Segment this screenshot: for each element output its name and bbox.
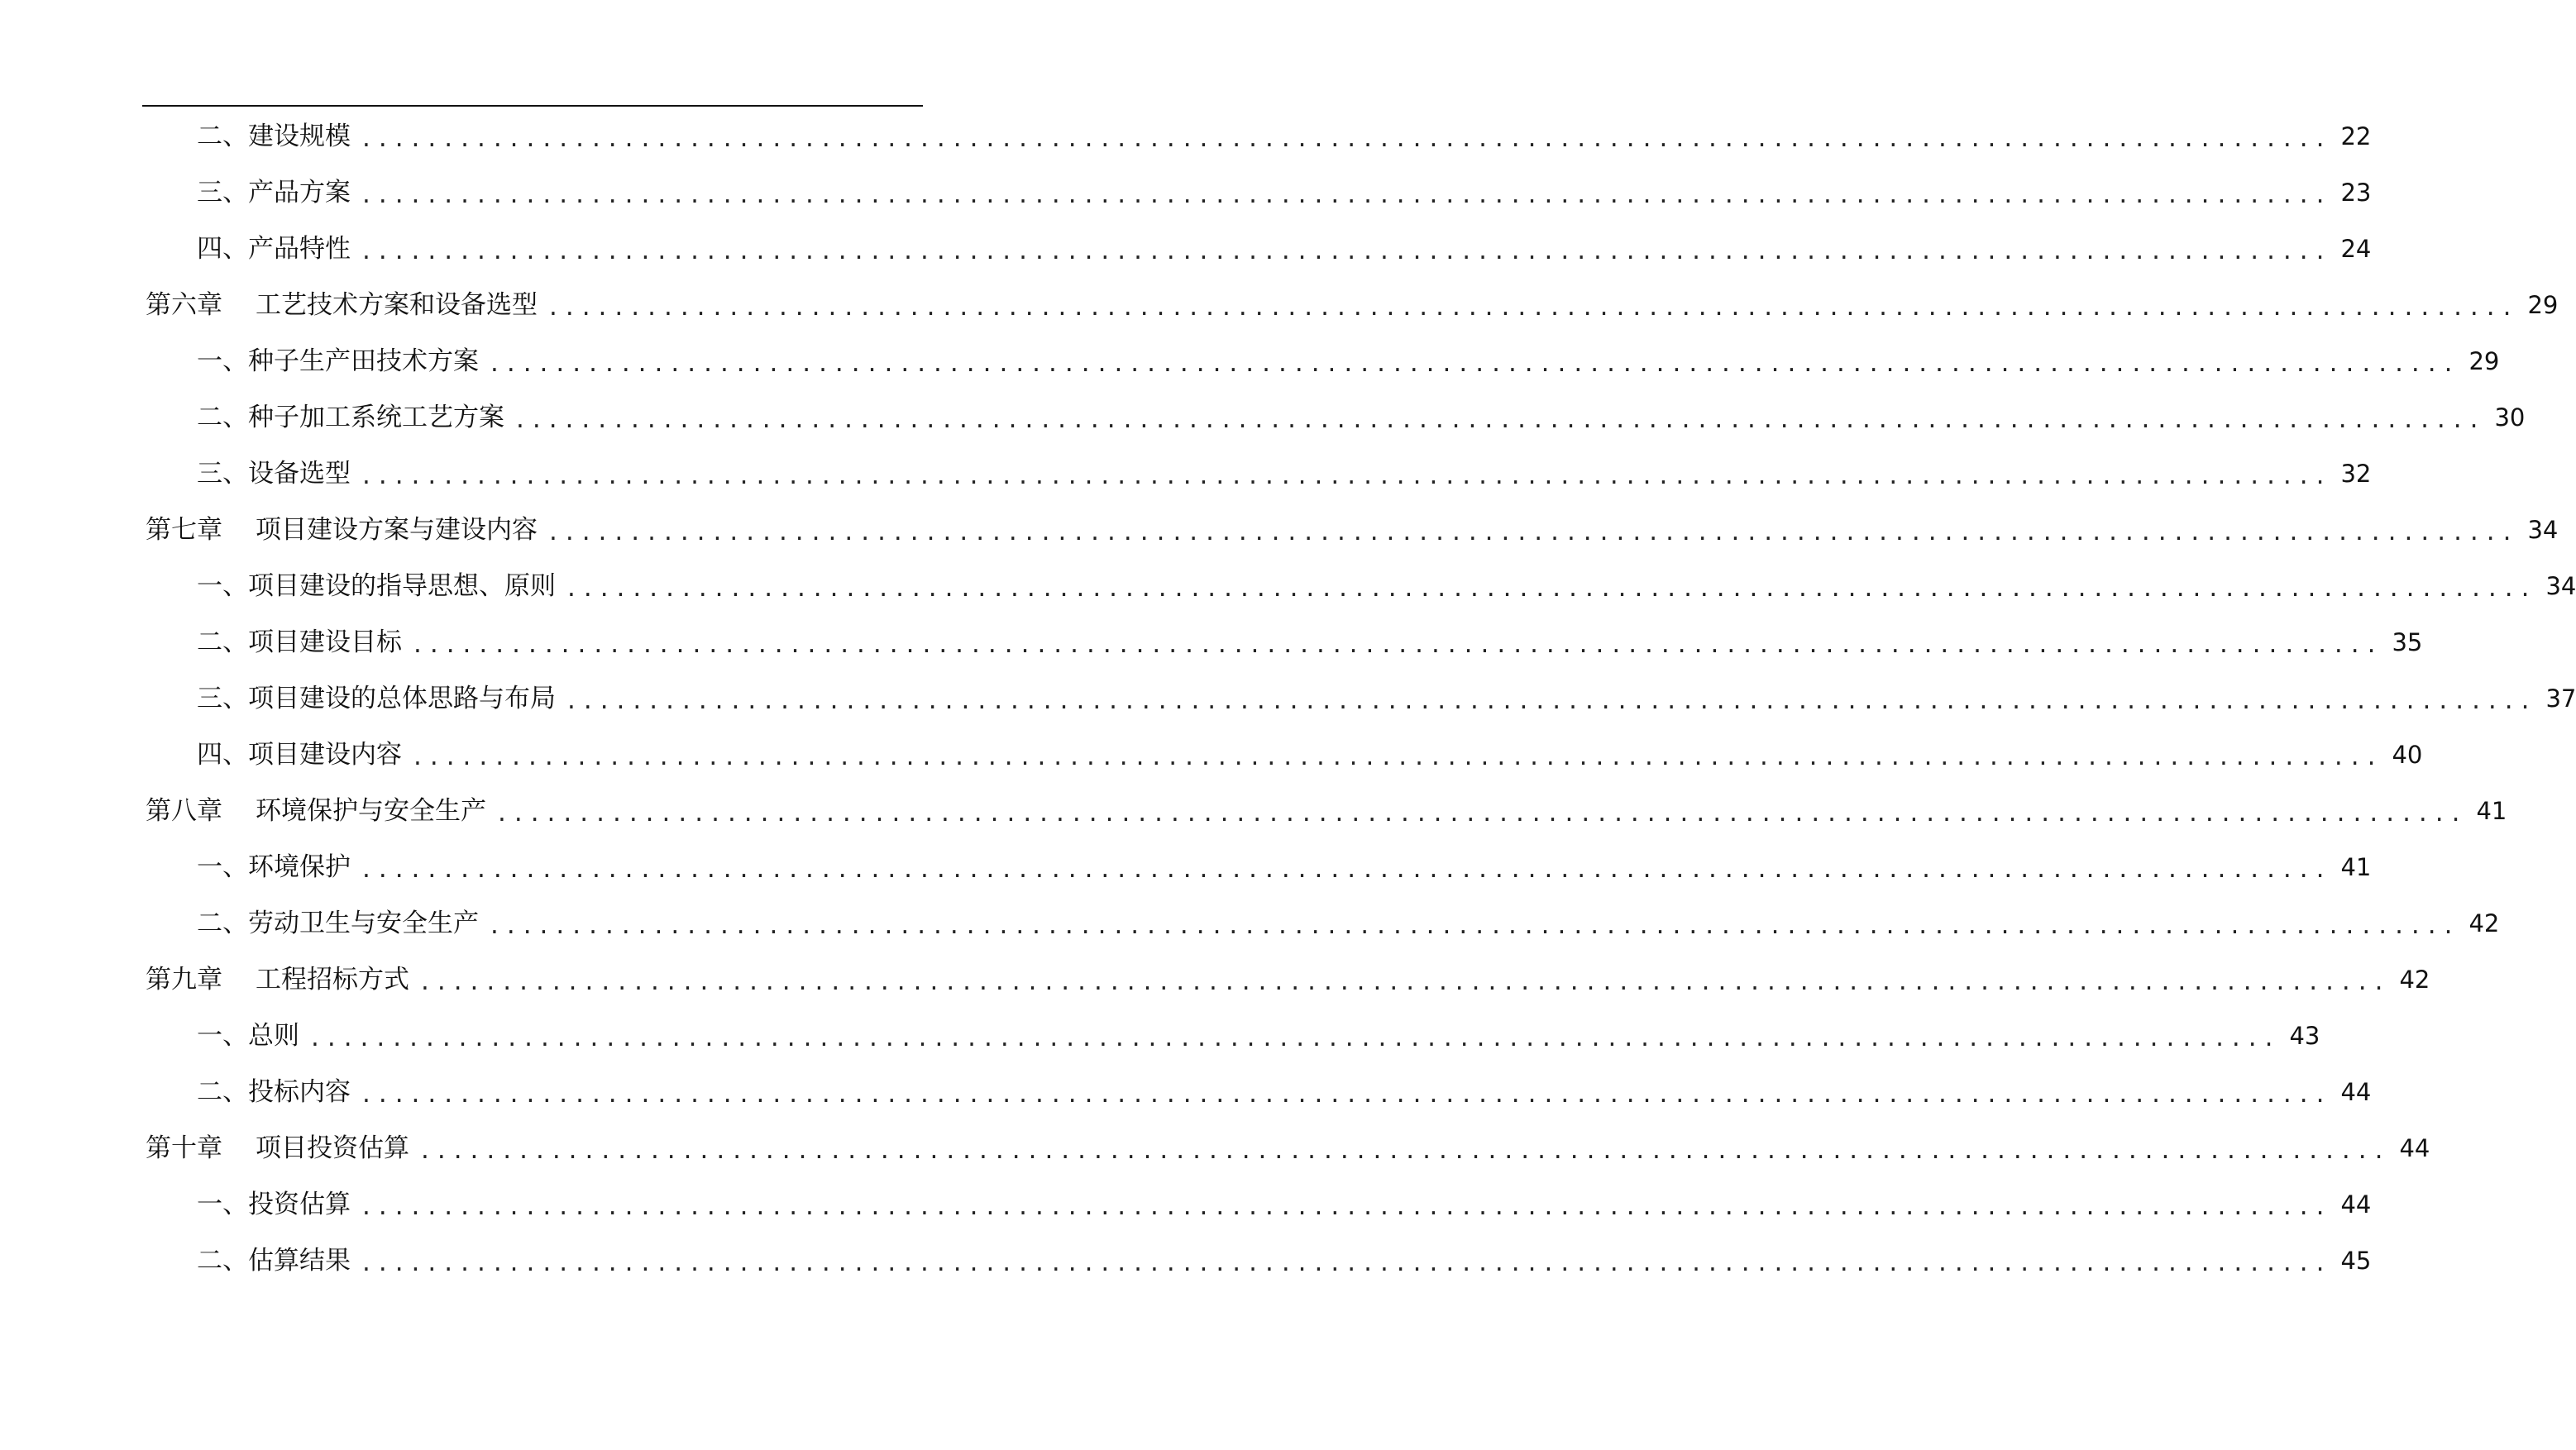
toc-dot-leader: ........................................................................................................................ [362, 179, 2333, 209]
toc-dot-leader: ........................................................................................................................ [549, 291, 2520, 322]
toc-dot-leader: ........................................................................................................................ [362, 1078, 2333, 1109]
toc-section-entry[interactable] [142, 389, 2526, 446]
toc-page-number: 32 [2340, 459, 2372, 488]
toc-chapter-entry[interactable] [142, 502, 2559, 558]
toc-entry-title: 二、估算结果 [197, 1245, 351, 1276]
toc-entry-label [142, 627, 402, 657]
toc-entry-title: 一、投资估算 [197, 1189, 351, 1219]
toc-page-number: 45 [2340, 1246, 2372, 1275]
toc-entry-title: 三、项目建设的总体思路与布局 [197, 683, 556, 713]
toc-dot-leader: ........................................................................................................................ [362, 853, 2333, 884]
toc-entry-label [142, 177, 351, 207]
toc-dot-leader: ........................................................................................................................ [362, 460, 2333, 490]
toc-entry-title: 一、项目建设的指导思想、原则 [197, 570, 556, 601]
toc-page-number: 40 [2392, 740, 2423, 769]
toc-chapter-number: 第八章 [146, 795, 222, 826]
toc-dot-leader: ........................................................................................................................ [362, 235, 2333, 265]
toc-chapter-entry[interactable] [142, 952, 2430, 1008]
toc-section-entry[interactable] [142, 895, 2500, 952]
toc-section-entry[interactable] [142, 1064, 2372, 1120]
toc-entry-title: 二、劳动卫生与安全生产 [197, 908, 479, 938]
toc-section-entry[interactable] [142, 1176, 2372, 1233]
toc-entry-title: 二、投标内容 [197, 1076, 351, 1107]
toc-page-number: 22 [2340, 122, 2372, 150]
toc-entry-label [142, 233, 351, 264]
toc-section-entry[interactable] [142, 221, 2372, 277]
toc-entry-title: 二、项目建设目标 [197, 627, 402, 657]
toc-dot-leader: ........................................................................................................................ [362, 1247, 2333, 1277]
toc-section-entry[interactable] [142, 1233, 2372, 1289]
toc-dot-leader: ........................................................................................................................ [498, 797, 2468, 828]
toc-entry-label [142, 570, 556, 601]
toc-entry-label [142, 851, 351, 882]
toc-chapter-entry[interactable] [142, 783, 2507, 839]
toc-entry-label [142, 964, 409, 994]
toc-entry-label [142, 458, 351, 489]
toc-page-number: 29 [2468, 346, 2500, 375]
toc-entry-label [142, 514, 538, 545]
toc-chapter-entry[interactable] [142, 277, 2559, 333]
toc-entry-label [142, 1245, 351, 1276]
toc-page-number: 37 [2545, 684, 2576, 713]
toc-chapter-number: 第十章 [146, 1133, 222, 1163]
toc-page-number: 24 [2340, 234, 2372, 263]
toc-dot-leader: ........................................................................................................................ [567, 684, 2538, 715]
toc-entry-title: 四、产品特性 [197, 233, 351, 264]
toc-entry-title: 项目建设方案与建设内容 [256, 514, 538, 545]
toc-dot-leader: ........................................................................................................................ [421, 966, 2392, 996]
toc-section-entry[interactable] [142, 614, 2423, 670]
toc-entry-label [142, 739, 402, 770]
toc-dot-leader: ........................................................................................................................ [362, 122, 2333, 153]
header-rule [142, 105, 923, 107]
toc-dot-leader: ........................................................................................................................ [311, 1022, 2282, 1052]
toc-page-number: 42 [2399, 965, 2430, 994]
toc-entry-label [142, 683, 556, 713]
toc-entry-label [142, 346, 479, 376]
toc-dot-leader: ........................................................................................................................ [413, 628, 2384, 659]
toc-dot-leader: ........................................................................................................................ [490, 347, 2461, 378]
toc-entry-title: 项目投资估算 [256, 1133, 409, 1163]
toc-section-entry[interactable] [142, 446, 2372, 502]
toc-entry-title: 一、环境保护 [197, 851, 351, 882]
toc-page-number: 44 [2399, 1133, 2430, 1162]
toc-entry-title: 环境保护与安全生产 [256, 795, 486, 826]
toc-section-entry[interactable] [142, 670, 2576, 727]
toc-dot-leader: ........................................................................................................................ [549, 516, 2520, 546]
toc-section-entry[interactable] [142, 333, 2500, 389]
toc-chapter-entry[interactable] [142, 1120, 2430, 1176]
toc-entry-title: 四、项目建设内容 [197, 739, 402, 770]
toc-dot-leader: ........................................................................................................................ [490, 909, 2461, 940]
toc-page-number: 29 [2527, 290, 2559, 319]
toc-entry-label [142, 121, 351, 151]
toc-page-number: 41 [2476, 796, 2507, 825]
toc-section-entry[interactable] [142, 839, 2372, 895]
toc-section-entry[interactable] [142, 165, 2372, 221]
toc-entry-label [142, 402, 504, 432]
toc-dot-leader: ........................................................................................................................ [567, 572, 2538, 603]
toc-page-number: 41 [2340, 852, 2372, 881]
toc-section-entry[interactable] [142, 1008, 2320, 1064]
toc-entry-title: 三、设备选型 [197, 458, 351, 489]
toc-chapter-number: 第六章 [146, 289, 222, 320]
toc-page-number: 44 [2340, 1190, 2372, 1219]
toc-entry-title: 工程招标方式 [256, 964, 409, 994]
toc-section-entry[interactable] [142, 108, 2372, 165]
toc-entry-label [142, 1133, 409, 1163]
toc-dot-leader: ........................................................................................................................ [362, 1190, 2333, 1221]
toc-chapter-number: 第九章 [146, 964, 222, 994]
toc-page-number: 34 [2545, 571, 2576, 600]
toc-chapter-number: 第七章 [146, 514, 222, 545]
toc-page-number: 43 [2289, 1021, 2320, 1050]
toc-dot-leader: ........................................................................................................................ [413, 741, 2384, 771]
toc-entry-title: 三、产品方案 [197, 177, 351, 207]
toc-entry-label [142, 908, 479, 938]
toc-page-number: 44 [2340, 1077, 2372, 1106]
toc-entry-label [142, 795, 486, 826]
toc-entry-title: 二、种子加工系统工艺方案 [197, 402, 504, 432]
toc-page-number: 23 [2340, 178, 2372, 207]
toc-entry-title: 一、种子生产田技术方案 [197, 346, 479, 376]
toc-entry-label [142, 289, 538, 320]
toc-page-number: 35 [2392, 627, 2423, 656]
toc-entry-title: 二、建设规模 [197, 121, 351, 151]
toc-section-entry[interactable] [142, 727, 2423, 783]
table-of-contents [142, 108, 2576, 1289]
toc-section-entry[interactable] [142, 558, 2576, 614]
toc-entry-label [142, 1020, 299, 1051]
toc-page-number: 30 [2494, 403, 2526, 432]
toc-dot-leader: ........................................................................................................................ [516, 403, 2487, 434]
toc-entry-label [142, 1076, 351, 1107]
toc-entry-label [142, 1189, 351, 1219]
toc-dot-leader: ........................................................................................................................ [421, 1134, 2392, 1165]
toc-entry-title: 一、总则 [197, 1020, 299, 1051]
toc-page-number: 34 [2527, 515, 2559, 544]
toc-page-number: 42 [2468, 909, 2500, 937]
toc-entry-title: 工艺技术方案和设备选型 [256, 289, 538, 320]
